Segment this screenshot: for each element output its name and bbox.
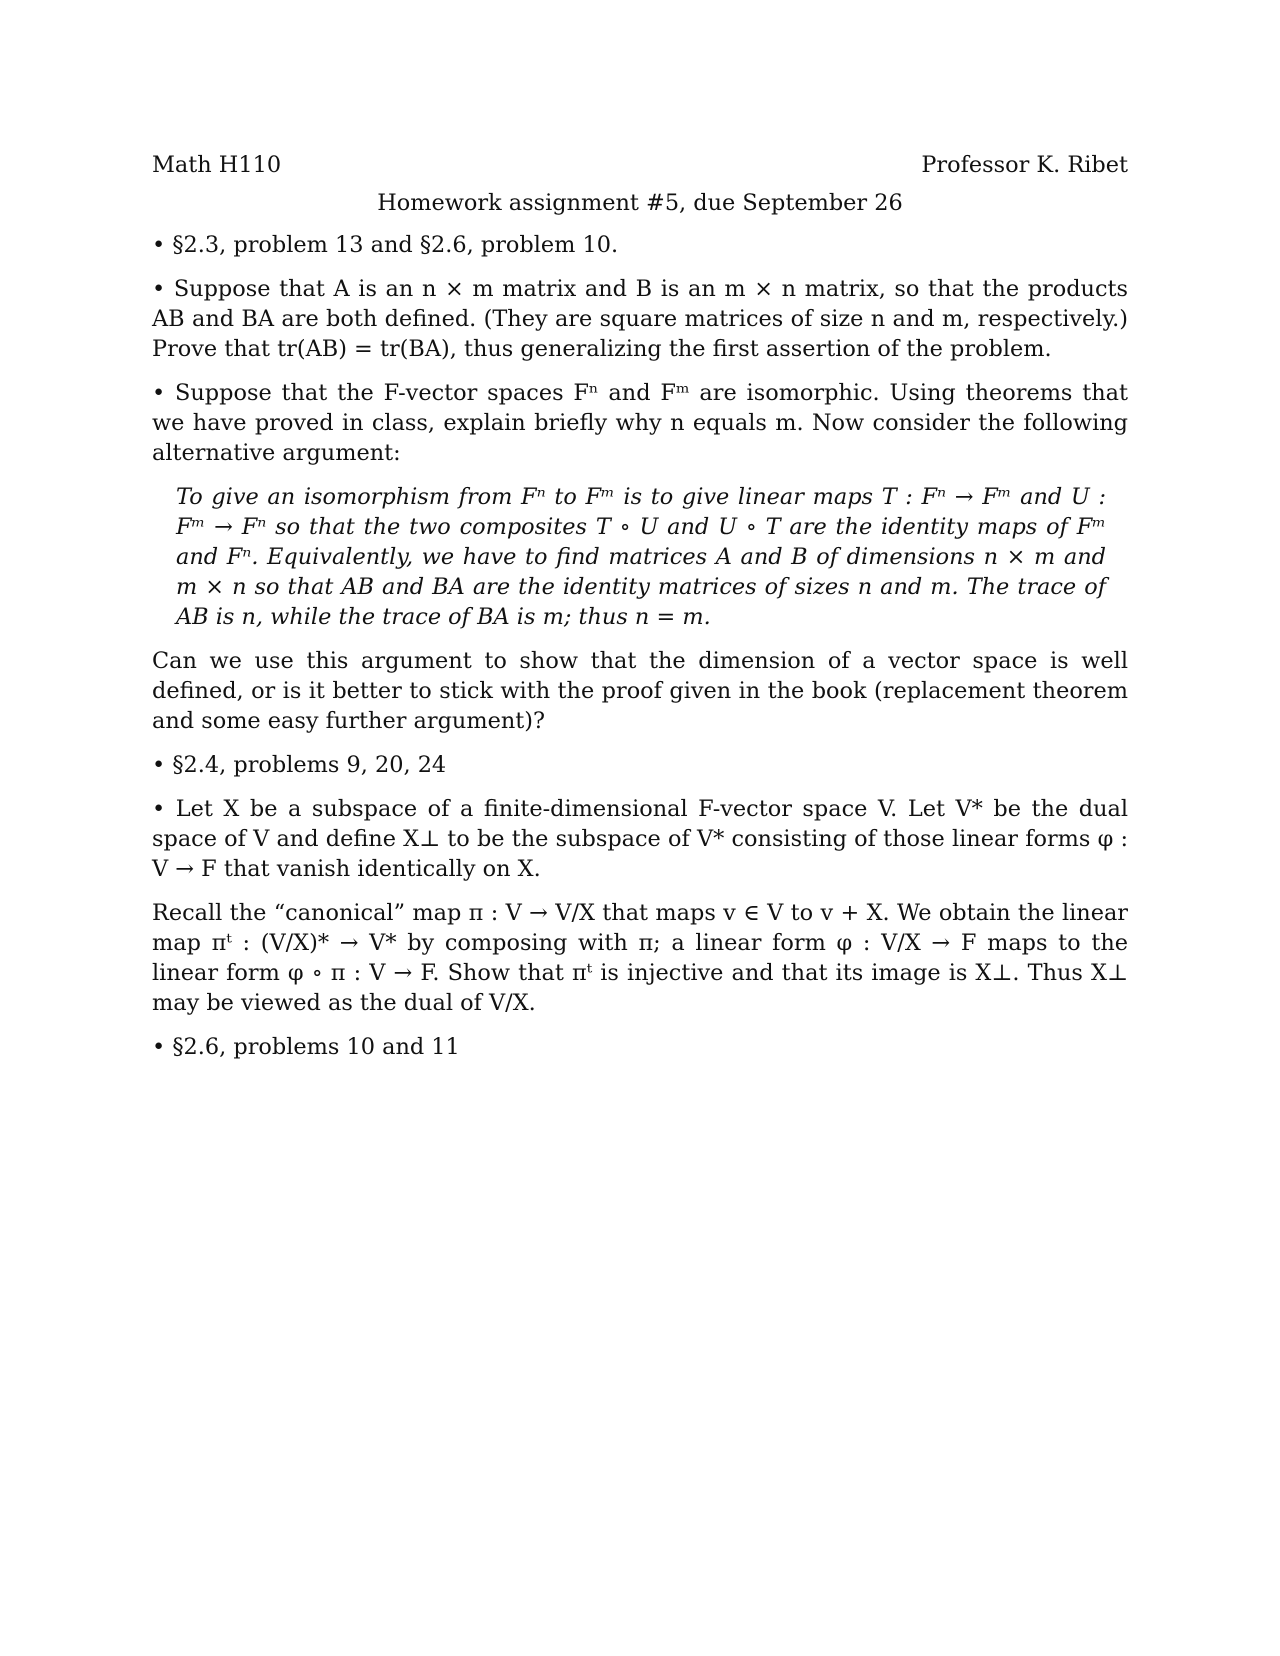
recall-paragraph: Recall the “canonical” map π : V → V/X that maps v ∈ V to v + X. We obtain the linear map πᵗ : (V/X)* → V* by composing with π; a linear form φ : V/X → F maps to the linear form φ ∘ π : V → F. Show that πᵗ is injective and that its image is X⊥. Thus X⊥ may be viewed as the dual of V/X. [152, 900, 1128, 1016]
instructor-name: Professor K. Ribet [921, 152, 1128, 178]
follow-up-question: Can we use this argument to show that the dimension of a vector space is well defined, or is it better to stick with the proof given in the book (replacement theorem and some easy further argument)? [152, 648, 1128, 734]
alternative-argument-quote: To give an isomorphism from Fⁿ to Fᵐ is to give linear maps T : Fⁿ → Fᵐ and U : Fᵐ → Fⁿ so that the two composites T ∘ U and U ∘ T are the identity maps of Fᵐ and Fⁿ. Equivalently, we have to find matrices A and B of dimensions n × m and m × n so that AB and BA are the identity matrices of sizes n and m. The trace of AB is n, while the trace of BA is m; thus n = m. [176, 484, 1106, 630]
list-item [152, 794, 1128, 884]
homework-page [152, 150, 1128, 1062]
header-row [152, 150, 1128, 180]
bullet-icon: • [152, 276, 166, 302]
assignment-title: Homework assignment #5, due September 26 [377, 190, 903, 216]
item-text: Suppose that A is an n × m matrix and B is an m × n matrix, so that the products AB and BA are both defined. (They are square matrices of size n and m, respectively.) Prove that tr(AB) = tr(BA), thus generalizing the first assertion of the problem. [152, 276, 1128, 362]
list-item [152, 1032, 1128, 1062]
bullet-icon: • [152, 1034, 166, 1060]
bullet-icon: • [152, 380, 166, 406]
list-item [152, 230, 1128, 260]
list-item [152, 750, 1128, 780]
list-item [152, 378, 1128, 468]
item-text: §2.3, problem 13 and §2.6, problem 10. [172, 232, 619, 258]
item-text: Suppose that the F-vector spaces Fⁿ and Fᵐ are isomorphic. Using theorems that we have proved in class, explain briefly why n equals m. Now consider the following alternative argument: [152, 380, 1128, 466]
item-text: §2.6, problems 10 and 11 [172, 1034, 460, 1060]
item-text: Let X be a subspace of a finite-dimensional F-vector space V. Let V* be the dual space of V and define X⊥ to be the subspace of V* consisting of those linear forms φ : V → F that vanish identically on X. [152, 796, 1128, 882]
bullet-icon: • [152, 796, 166, 822]
course-name: Math H110 [152, 152, 282, 178]
item-text: §2.4, problems 9, 20, 24 [172, 752, 447, 778]
bullet-icon: • [152, 232, 166, 258]
bullet-icon: • [152, 752, 166, 778]
list-item [152, 274, 1128, 364]
